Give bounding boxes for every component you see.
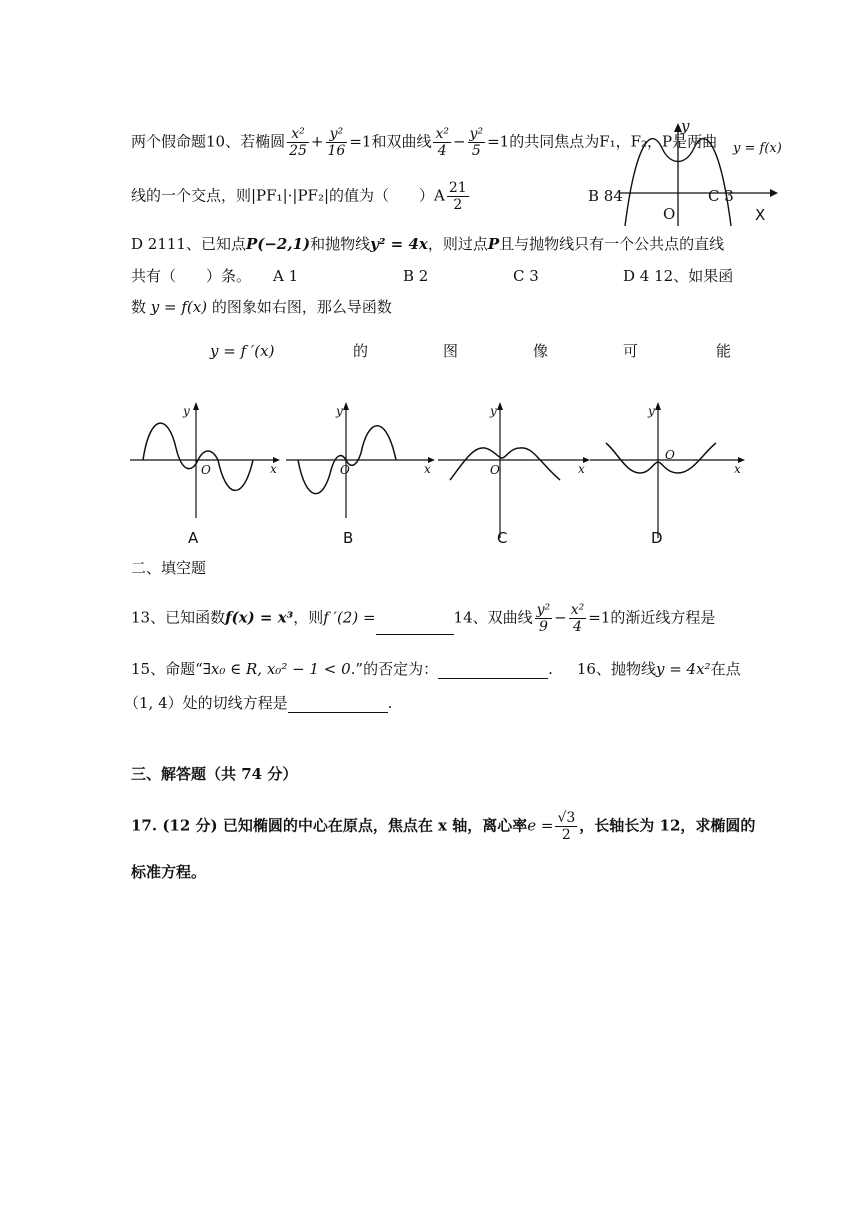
choice-b-o-label: O xyxy=(340,463,350,477)
q13-deriv: f ′(2) = xyxy=(323,608,376,627)
q12-word-3: 像 xyxy=(533,342,549,360)
q10-suffix: 的共同焦点为F₁，F₂，P是两曲 xyxy=(509,132,718,151)
choice-b-x-label: x xyxy=(424,462,431,476)
choice-c-label: C xyxy=(497,529,508,547)
q17-line2: 标准方程。 xyxy=(131,863,207,881)
fig-func-label: y = f(x) xyxy=(733,141,782,156)
q15-q16-line1: 15、命题“∃x₀ ∈ R, x₀² − 1 < 0.”的否定为： . 16、抛物线y = 4x²在点 xyxy=(131,660,741,678)
choice-d-o-label: O xyxy=(665,448,675,462)
fig-y-label: y xyxy=(681,117,690,135)
choice-a-label: A xyxy=(188,529,199,547)
q14-x-fraction: $\frac{\text{x²}}{4}$ xyxy=(570,602,585,635)
q11-option-b: B 2 xyxy=(403,267,429,285)
q17-e-fraction: $\frac{√3}{2}$ xyxy=(557,810,576,843)
section-2-title: 二、填空题 xyxy=(131,559,207,577)
q12-word-1: 的 xyxy=(353,342,369,360)
q14-y-fraction: $\frac{\text{y²}}{9}$ xyxy=(536,602,551,635)
choice-b-y-label: y xyxy=(336,404,343,418)
q12-word-5: 能 xyxy=(716,342,732,360)
parabola-eq: y² = 4x xyxy=(370,235,428,253)
q13-func: f(x) = x³ xyxy=(225,608,294,627)
choice-c-graph xyxy=(438,402,590,538)
section-3-title: 三、解答题（共 74 分） xyxy=(131,765,298,783)
point-p: P(−2,1) xyxy=(245,235,311,253)
q13-q14-line: 13、已知函数f(x) = x³，则f ′(2) = 14、双曲线 $\frac{\text{y²}}{9}$ − $\frac{\text{x²}}{4}$ =1的渐近线方程是 xyxy=(131,602,716,635)
x-axis-arrow-icon xyxy=(770,189,778,197)
q12-deriv: y = f ′(x) xyxy=(210,342,275,360)
ellipse-x-fraction: $\frac{\text{x²}}{25}$ xyxy=(289,126,307,159)
q11-option-d: D 4 12、如果函 xyxy=(623,267,734,285)
q13-answer-blank[interactable] xyxy=(376,620,454,635)
choice-c-x-label: x xyxy=(578,462,585,476)
function-graph-figure xyxy=(600,118,780,230)
option-a-fraction: $\frac{21}{2}$ xyxy=(448,180,467,213)
q12-word-4: 可 xyxy=(623,342,639,360)
fig-x-label: X xyxy=(755,206,766,224)
choice-d-x-label: x xyxy=(734,462,741,476)
ellipse-y-fraction: $\frac{\text{y²}}{16}$ xyxy=(327,126,346,159)
choice-d-label: D xyxy=(651,529,663,547)
hyperbola-x-fraction: $\frac{\text{x²}}{4}$ xyxy=(435,126,449,159)
q16-answer-blank[interactable] xyxy=(288,698,388,713)
choice-c-y-label: y xyxy=(490,404,497,418)
q16-line2: （1, 4）处的切线方程是 . xyxy=(124,694,393,712)
derivative-choices-figure xyxy=(128,398,748,548)
q10-line1: 两个假命题10、若椭圆 $\frac{\text{x²}}{25}$ + $\frac{\text{y²}}{16}$ =1和双曲线 $\frac{\text{x²}}{4}$ − $\frac{\text{y²}}{5}$ =1的共同焦点为F₁，F₂，P是两曲 xyxy=(131,126,718,159)
q11-line1: D 2111、已知点P(−2,1)和抛物线y² = 4x，则过点P且与抛物线只有一个公共点的直线 xyxy=(131,235,725,253)
choice-c-o-label: O xyxy=(490,463,500,477)
func-y-fx: y = f(x) xyxy=(150,298,208,316)
choice-d-y-label: y xyxy=(648,404,655,418)
q10-option-c: C 3 xyxy=(708,187,734,205)
q11-option-c: C 3 xyxy=(513,267,539,285)
q16-parabola: y = 4x² xyxy=(655,660,711,678)
choice-a-x-label: x xyxy=(270,462,277,476)
choice-a-graph xyxy=(130,402,280,518)
hyperbola-y-fraction: $\frac{\text{y²}}{5}$ xyxy=(469,126,484,159)
q17-e: e = xyxy=(527,816,554,835)
choice-a-y-label: y xyxy=(183,404,190,418)
q10-line2: 线的一个交点，则|PF₁|·|PF₂|的值为（ ）A $\frac{21}{2}$ xyxy=(131,180,467,213)
q12-word-2: 图 xyxy=(443,342,459,360)
q11-option-a: A 1 xyxy=(273,267,299,285)
fig-origin-label: O xyxy=(663,205,676,223)
q12-line1: 数 y = f(x) 的图象如右图，那么导函数 xyxy=(131,298,392,316)
q15-proposition: ∃x₀ ∈ R, x₀² − 1 < 0. xyxy=(202,660,356,678)
q11-line2: 共有（ ）条。 xyxy=(131,267,252,285)
choice-b-label: B xyxy=(343,529,354,547)
q15-answer-blank[interactable] xyxy=(438,664,548,679)
choice-a-o-label: O xyxy=(201,463,211,477)
q10-option-b: B 84 xyxy=(588,187,623,205)
choice-d-graph xyxy=(590,402,745,538)
q17-line1: 17. (12 分) 已知椭圆的中心在原点，焦点在 x 轴，离心率e = $\frac{√3}{2}$ ，长轴长为 12，求椭圆的 xyxy=(131,810,756,843)
q10-prefix: 两个假命题10、若椭圆 xyxy=(131,132,286,151)
choice-b-graph xyxy=(286,402,435,518)
